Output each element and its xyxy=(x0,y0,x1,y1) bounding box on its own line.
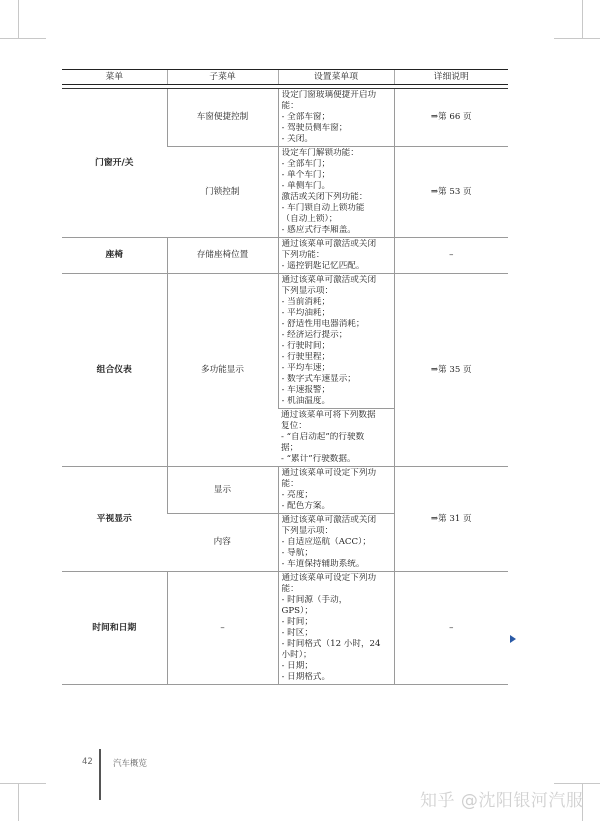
menu-time-date: 时间和日期 xyxy=(62,572,167,685)
setting-items: 设定车门解锁功能： - 全部车门； - 单个车门； - 单侧车门。 激活或关闭下列功能： - 车门锁自动上锁功能 （自动上锁）； - 感应式行李厢盖。 xyxy=(278,147,394,238)
setting-items: 通过该菜单可激活或关闭 下列显示项： - 自适应巡航（ACC）； - 导航； - 车道保持辅助系统。 xyxy=(278,514,394,572)
menu-seat: 座椅 xyxy=(62,238,167,274)
menu-head-up-display: 平视显示 xyxy=(62,467,167,572)
footer-divider xyxy=(99,749,101,800)
continue-arrow-icon xyxy=(510,635,516,643)
detail-page-ref: ⇒第 35 页 xyxy=(394,274,508,467)
table-row xyxy=(62,274,508,409)
header-menu: 菜单 xyxy=(62,70,167,85)
header-submenu: 子菜单 xyxy=(167,70,278,85)
watermark: 知乎 @沈阳银河汽服 xyxy=(420,791,584,811)
setting-items: 通过该菜单可设定下列功 能： - 时间源（手动， GPS）； - 时间； - 时区； - 时间格式（12 小时，24 小时）； - 日期； - 日期格式。 xyxy=(278,572,394,685)
detail-page-ref: – xyxy=(394,572,508,685)
section-title: 汽车概览 xyxy=(113,759,148,769)
crop-mark xyxy=(554,783,600,784)
table-header-row xyxy=(62,70,508,85)
setting-items: 通过该菜单可激活或关闭 下列功能： - 遥控钥匙记忆匹配。 xyxy=(278,238,394,274)
submenu-window-convenience: 车窗便捷控制 xyxy=(167,89,278,147)
crop-mark xyxy=(18,0,19,38)
submenu-multifunction-display: 多功能显示 xyxy=(167,274,278,467)
submenu-none: – xyxy=(167,572,278,685)
submenu-door-lock: 门锁控制 xyxy=(167,147,278,238)
crop-mark xyxy=(582,0,583,38)
detail-page-ref: ⇒第 31 页 xyxy=(394,467,508,572)
table-row xyxy=(62,467,508,514)
menu-door-window: 门窗开/关 xyxy=(62,89,167,238)
detail-page-ref: ⇒第 53 页 xyxy=(394,147,508,238)
table-row xyxy=(62,89,508,147)
setting-items: 通过该菜单可将下列数据 复位： - “自启动起”的行驶数 据； - “累计”行驶数据。 xyxy=(278,409,394,467)
submenu-seat-memory: 存储座椅位置 xyxy=(167,238,278,274)
settings-menu-table xyxy=(62,69,508,685)
setting-items: 设定门窗玻璃便捷开启功 能： - 全部车窗； - 驾驶员侧车窗； - 关闭。 xyxy=(278,89,394,147)
crop-mark xyxy=(0,38,46,39)
detail-page-ref: – xyxy=(394,238,508,274)
table-row xyxy=(62,238,508,274)
page-number: 42 xyxy=(82,757,93,767)
setting-items: 通过该菜单可设定下列功 能： - 亮度； - 配色方案。 xyxy=(278,467,394,514)
header-details: 详细说明 xyxy=(394,70,508,85)
crop-mark xyxy=(0,783,46,784)
submenu-content: 内容 xyxy=(167,514,278,572)
header-setting-items: 设置菜单项 xyxy=(278,70,394,85)
menu-instrument-cluster: 组合仪表 xyxy=(62,274,167,467)
crop-mark xyxy=(18,783,19,821)
crop-mark xyxy=(554,38,600,39)
table-row xyxy=(62,572,508,685)
setting-items: 通过该菜单可激活或关闭 下列显示项： - 当前消耗； - 平均油耗； - 舒适性用电器消耗； - 经济运行提示； - 行驶时间； - 行驶里程； - 平均车速； - 数字式车速显示； - 车速报警； - 机油温度。 xyxy=(278,274,394,409)
submenu-display: 显示 xyxy=(167,467,278,514)
detail-page-ref: ⇒第 66 页 xyxy=(394,89,508,147)
